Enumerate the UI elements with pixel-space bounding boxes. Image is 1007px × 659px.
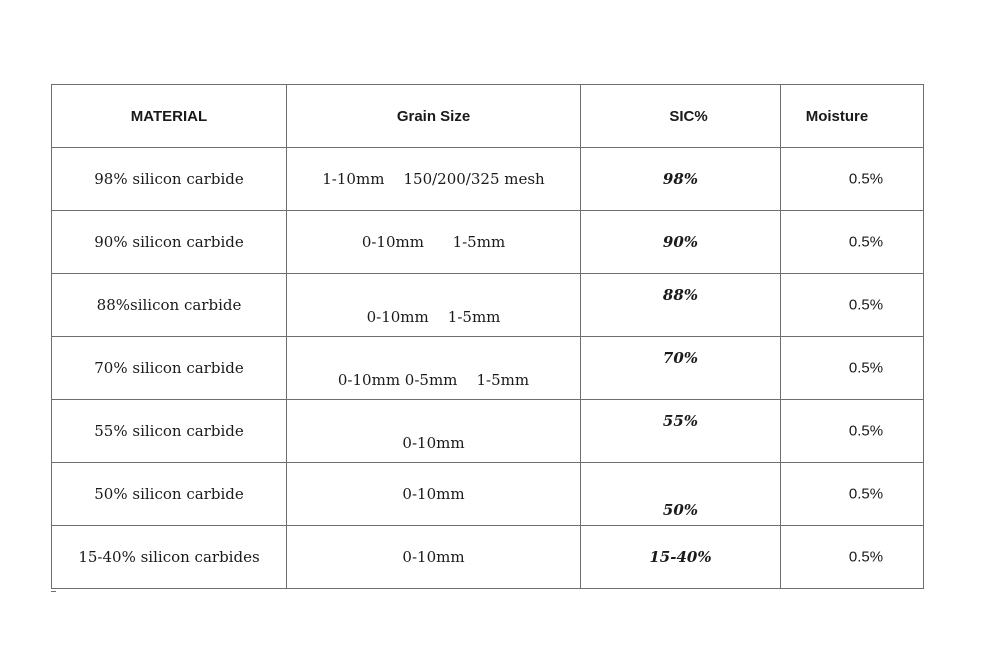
moisture-cell: 0.5% <box>781 274 924 337</box>
material-cell: 70% silicon carbide <box>52 337 287 400</box>
material-cell: 15-40% silicon carbides <box>52 526 287 589</box>
table-row <box>52 400 924 463</box>
moisture-cell: 0.5% <box>781 148 924 211</box>
moisture-cell: 0.5% <box>781 337 924 400</box>
moisture-cell: 0.5% <box>781 211 924 274</box>
table-header-row <box>52 85 924 148</box>
grain-size-cell: 0-10mm <box>287 400 581 463</box>
grain-size-cell: 0-10mm <box>287 463 581 526</box>
material-cell: 90% silicon carbide <box>52 211 287 274</box>
material-cell: 88%silicon carbide <box>52 274 287 337</box>
sic-cell: 15-40% <box>581 526 781 589</box>
material-cell: 55% silicon carbide <box>52 400 287 463</box>
table-row <box>52 337 924 400</box>
sic-cell: 70% <box>581 337 781 400</box>
grain-size-cell: 0-10mm 1-5mm <box>287 274 581 337</box>
sic-cell: 50% <box>581 463 781 526</box>
grain-size-cell: 0-10mm <box>287 526 581 589</box>
moisture-cell: 0.5% <box>781 463 924 526</box>
sic-cell: 90% <box>581 211 781 274</box>
sic-cell: 88% <box>581 274 781 337</box>
table-row <box>52 463 924 526</box>
table-row <box>52 526 924 589</box>
header-grain-size: Grain Size <box>287 85 581 148</box>
table-row <box>52 148 924 211</box>
silicon-carbide-spec-table <box>51 84 924 589</box>
sic-cell: 55% <box>581 400 781 463</box>
header-moisture: Moisture <box>781 85 924 148</box>
moisture-cell: 0.5% <box>781 400 924 463</box>
grain-size-cell: 0-10mm 1-5mm <box>287 211 581 274</box>
moisture-cell: 0.5% <box>781 526 924 589</box>
material-cell: 50% silicon carbide <box>52 463 287 526</box>
table-row <box>52 211 924 274</box>
material-cell: 98% silicon carbide <box>52 148 287 211</box>
grain-size-cell: 0-10mm 0-5mm 1-5mm <box>287 337 581 400</box>
sic-cell: 98% <box>581 148 781 211</box>
header-material: MATERIAL <box>52 85 287 148</box>
table-row <box>52 274 924 337</box>
grain-size-cell: 1-10mm 150/200/325 mesh <box>287 148 581 211</box>
table-corner-mark <box>51 591 56 592</box>
header-sic: SIC% <box>581 85 781 148</box>
